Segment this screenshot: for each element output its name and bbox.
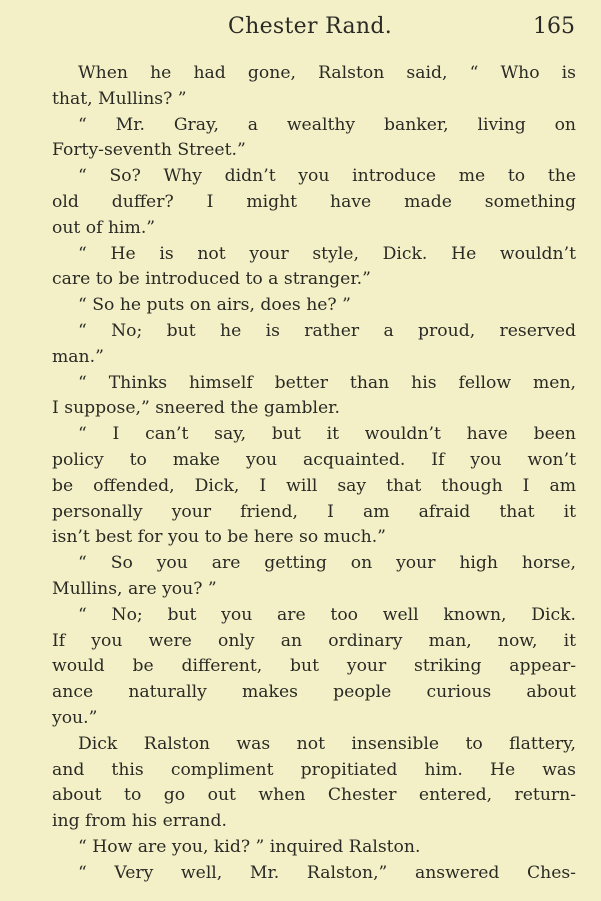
text-line: be offended, Dick, I will say that though I am: [52, 475, 576, 496]
text-line: about to go out when Chester entered, return-: [52, 785, 576, 806]
text-line: out of him.”: [52, 217, 156, 238]
text-line: “ Thinks himself better than his fellow men,: [78, 372, 576, 393]
running-title: Chester Rand.: [228, 14, 393, 39]
text-line: old duffer? I might have made something: [52, 191, 576, 212]
text-line: “ He is not your style, Dick. He wouldn’t: [78, 243, 576, 264]
text-line: “ No; but he is rather a proud, reserved: [78, 320, 576, 341]
text-line: “ Very well, Mr. Ralston,” answered Ches-: [78, 862, 576, 883]
text-line: ing from his errand.: [52, 811, 227, 832]
text-line: “ I can’t say, but it wouldn’t have been: [78, 424, 576, 445]
text-line: I suppose,” sneered the gambler.: [52, 398, 340, 419]
text-line: Dick Ralston was not insensible to flattery,: [78, 733, 576, 754]
text-line: policy to make you acquainted. If you won’t: [52, 449, 576, 470]
text-line: Forty-seventh Street.”: [52, 140, 246, 161]
text-line: personally your friend, I am afraid that it: [52, 501, 576, 522]
text-line: and this compliment propitiated him. He was: [52, 759, 576, 780]
text-line: When he had gone, Ralston said, “ Who is: [78, 63, 576, 83]
text-line: you.”: [52, 707, 98, 728]
text-line: man.”: [52, 346, 104, 367]
text-line: would be different, but your striking appear-: [52, 656, 576, 677]
text-line: “ So he puts on airs, does he? ”: [78, 295, 351, 316]
body-text: [52, 61, 576, 887]
text-line: isn’t best for you to be here so much.”: [52, 527, 386, 548]
text-line: “ No; but you are too well known, Dick.: [78, 604, 576, 625]
page-number: 165: [533, 14, 575, 39]
running-head: [0, 14, 601, 44]
text-line: If you were only an ordinary man, now, it: [52, 630, 576, 651]
text-line: “ How are you, kid? ” inquired Ralston.: [78, 836, 421, 857]
text-line: “ Mr. Gray, a wealthy banker, living on: [78, 114, 576, 135]
text-line: ance naturally makes people curious about: [52, 682, 576, 703]
text-line: that, Mullins? ”: [52, 88, 187, 109]
text-line: “ So? Why didn’t you introduce me to the: [78, 166, 576, 187]
text-line: “ So you are getting on your high horse,: [78, 553, 576, 574]
text-line: Mullins, are you? ”: [52, 578, 217, 599]
text-line: care to be introduced to a stranger.”: [52, 269, 371, 290]
